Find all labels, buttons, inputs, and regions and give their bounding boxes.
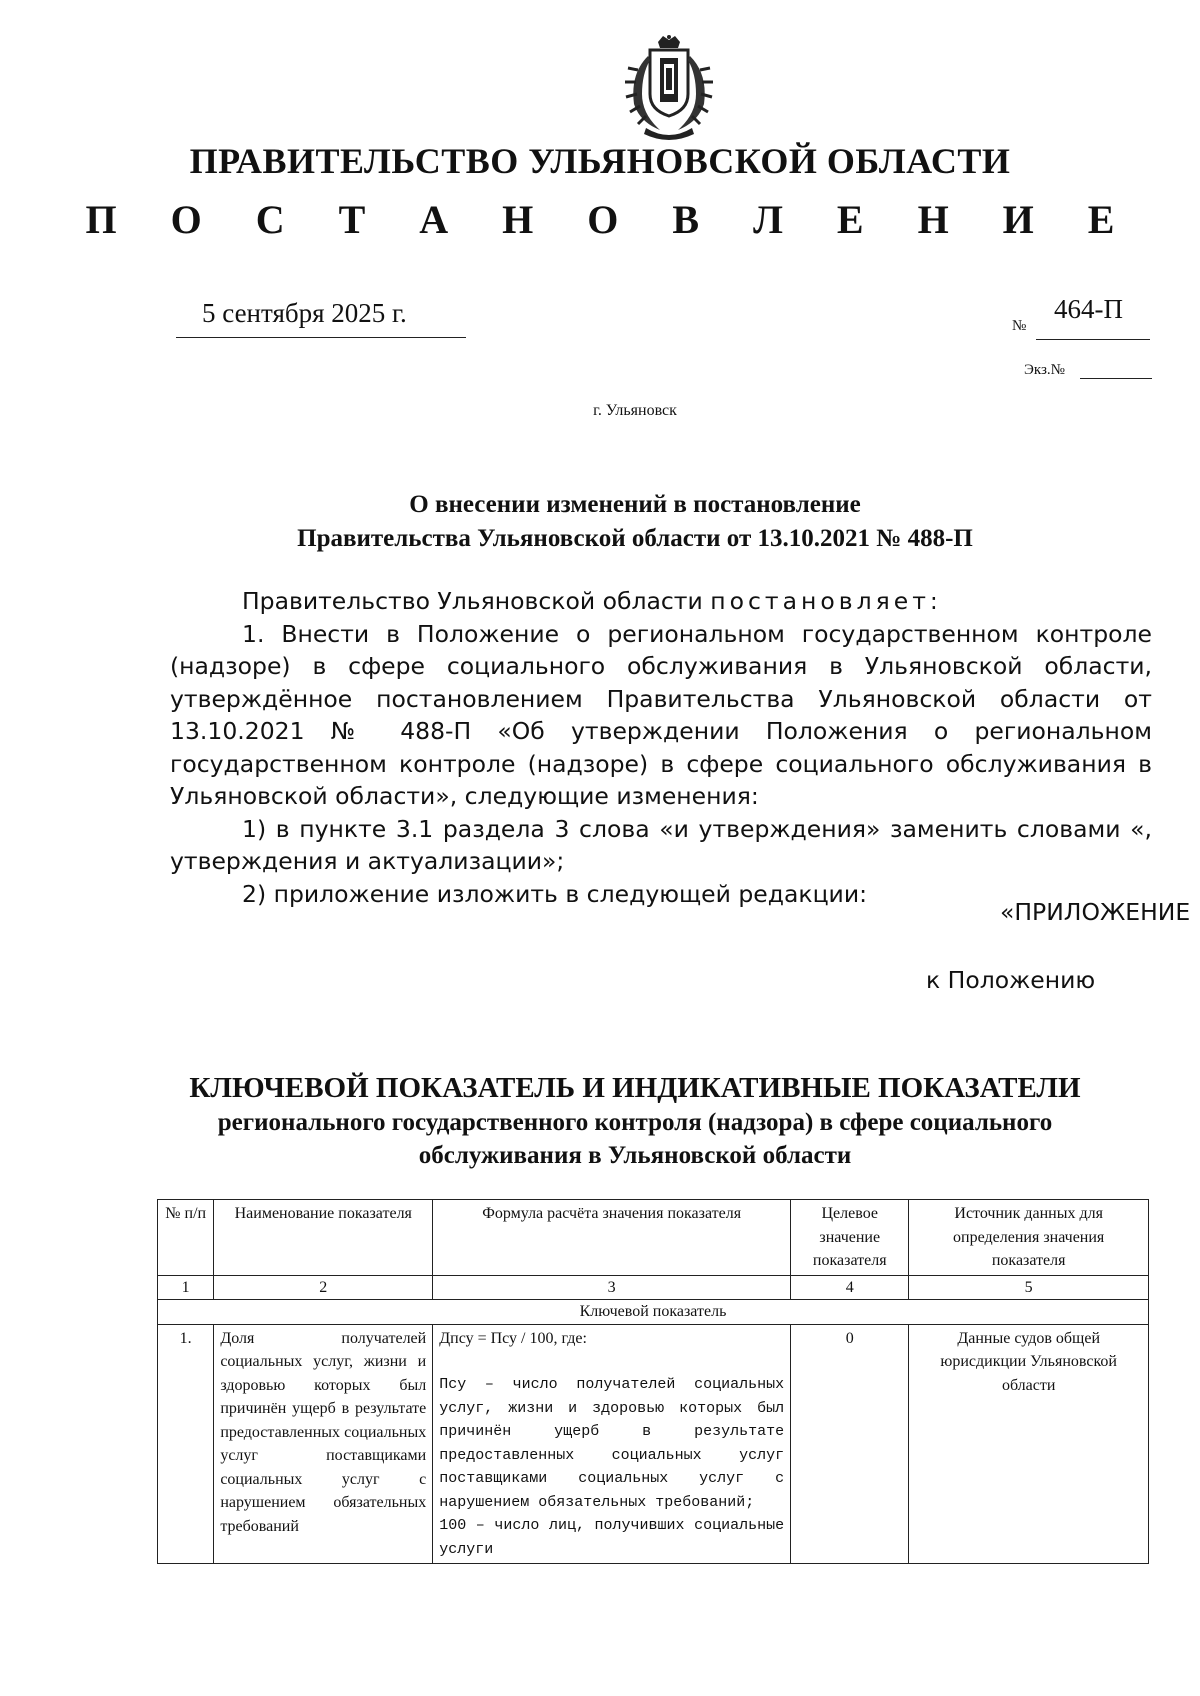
numbering-cell: 1 [158,1275,214,1300]
indicators-table [157,1199,1149,1564]
appendix-title: «ПРИЛОЖЕНИЕ [1000,898,1191,926]
document-subject [0,488,1200,556]
copy-number-label: Экз.№ [1024,362,1065,378]
indicator-target: 0 [791,1324,909,1564]
appendix-subtitle: к Положению [926,966,1096,994]
document-number: 464-П [1036,294,1150,340]
organization-name: ПРАВИТЕЛЬСТВО УЛЬЯНОВСКОЙ ОБЛАСТИ [189,141,1011,181]
city: г. Ульяновск [593,402,677,419]
section-label: Ключевой показатель [158,1300,1149,1325]
table-section-row [158,1300,1149,1325]
header-source: Источник данных для определения значения показателя [909,1200,1149,1276]
indicator-name: Доля получателей социальных услуг, жизни и здоровью которых был причинён ущерб в результате предоставленных социальных услуг поставщиками социальных услуг с нарушением обязательных требований [214,1324,433,1564]
header-formula: Формула расчёта значения показателя [433,1200,791,1276]
indicators-title [0,1070,1200,1172]
formula-definition-1: Псу – число получателей социальных услуг, жизни и здоровью которых был причинён ущерб в результате предоставленных социальных услуг поставщиками социальных услуг с нарушением обязательных требований; [439,1376,785,1511]
subject-line-2: Правительства Ульяновской области от 13.10.2021 № 488-П [297,525,973,552]
subject-line-1: О внесении изменений в постановление [409,491,861,518]
subitem-2: 2) приложение изложить в следующей редакции: [242,879,868,908]
intro-text: Правительство Ульяновской области [242,587,711,615]
document-type: П О С Т А Н О В Л Е Н И Е [85,197,1137,242]
ulyanovsk-coat-of-arms-icon [620,34,718,144]
indicators-title-line-2: регионального государственного контроля (надзора) в сфере социального [217,1109,1053,1136]
intro-paragraph [170,585,1152,618]
header-number: № п/п [158,1200,214,1276]
copy-number-line [1080,378,1152,379]
intro-verb: постановляет: [710,587,942,615]
numbering-cell: 3 [433,1275,791,1300]
header-name: Наименование показателя [214,1200,433,1276]
table-row [158,1324,1149,1564]
numbering-cell: 2 [214,1275,433,1300]
coat-of-arms-emblem [620,34,718,144]
subitem-1: 1) в пункте 3.1 раздела 3 слова «и утверждения» заменить словами «, утверждения и актуализации»; [170,814,1152,875]
formula-line: Дпсу = Псу / 100, где: [439,1329,587,1347]
document-date: 5 сентября 2025 г. [176,298,466,338]
numbering-cell: 5 [909,1275,1149,1300]
indicators-title-line-3: обслуживания в Ульяновской области [418,1142,852,1169]
numbering-cell: 4 [791,1275,909,1300]
indicators-title-line-1: КЛЮЧЕВОЙ ПОКАЗАТЕЛЬ И ИНДИКАТИВНЫЕ ПОКАЗАТЕЛИ [189,1072,1081,1104]
header-target: Целевое значение показателя [791,1200,909,1276]
indicator-formula [433,1324,791,1564]
number-label: № [1012,318,1027,334]
indicator-source: Данные судов общей юрисдикции Ульяновской области [909,1324,1149,1564]
formula-definition-2: 100 – число лиц, получивших социальные услуги [439,1517,785,1558]
item-1: 1. Внести в Положение о региональном государственном контроле (надзоре) в сфере социального обслуживания в Ульяновской области, утверждённое постановлением Правительства Ульяновской области от 13.10.2021 № 488-П «Об утверждении Положения о региональном государственном контроле (надзоре) в сфере социального обслуживания в Ульяновской области», следующие изменения: [170,619,1152,810]
table-numbering-row [158,1275,1149,1300]
document-body [170,585,1152,910]
row-number: 1. [158,1324,214,1564]
table-header-row [158,1200,1149,1276]
